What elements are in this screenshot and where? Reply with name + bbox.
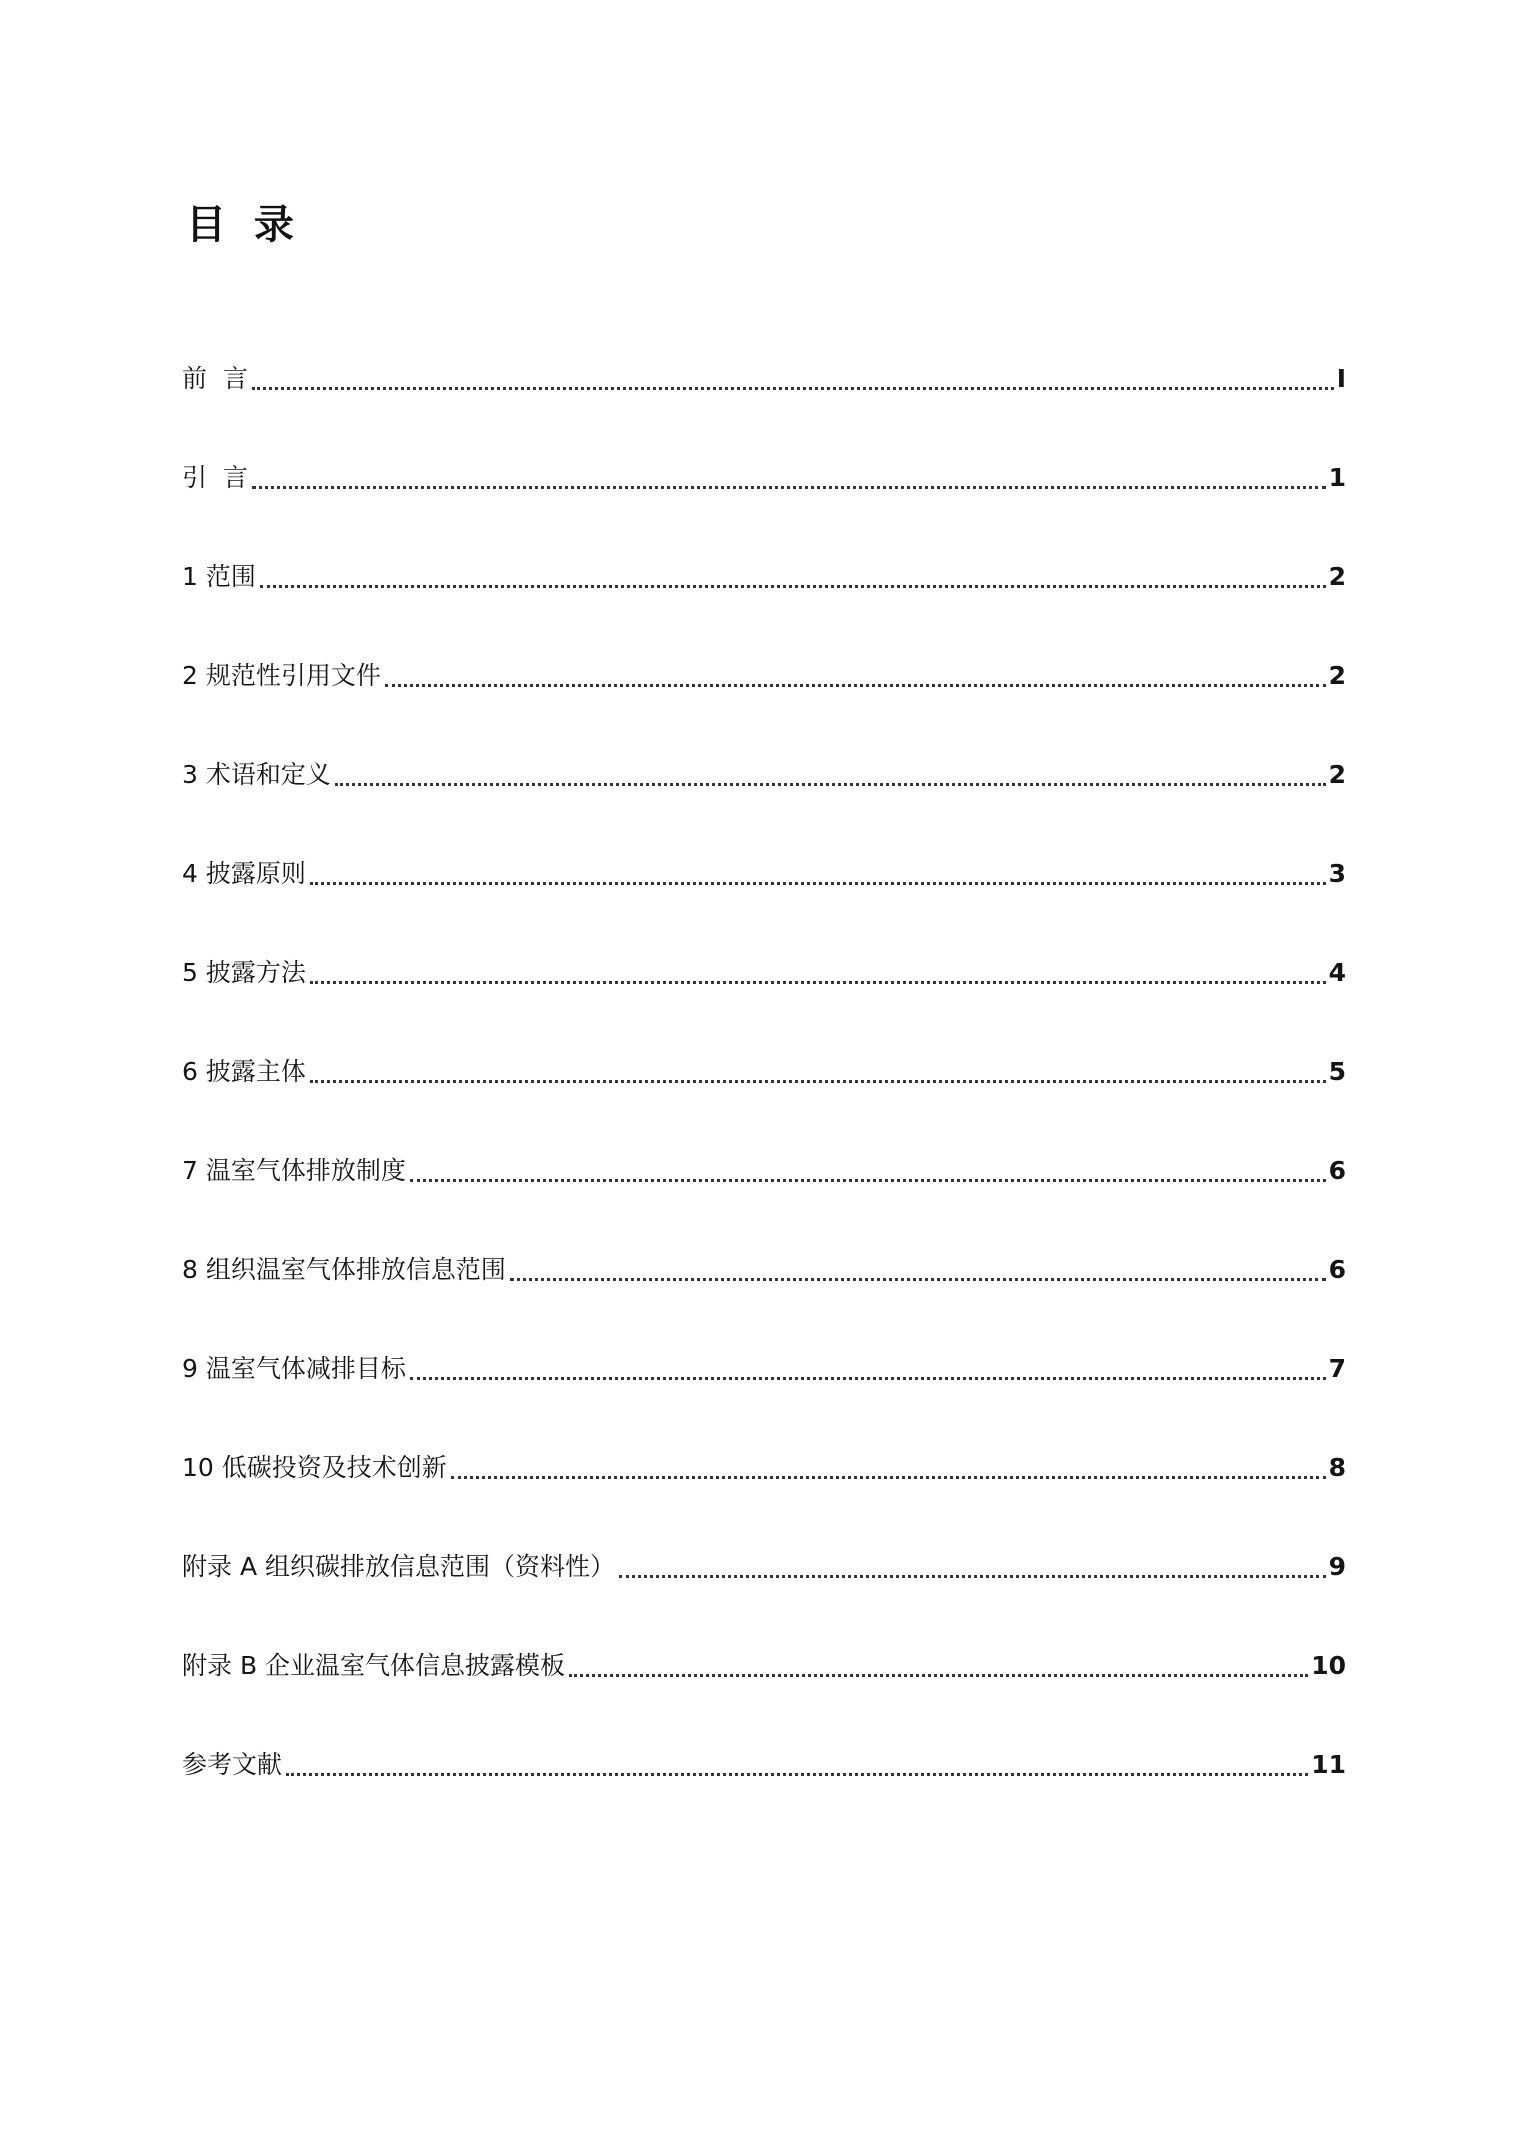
toc-entry-reduction-targets[interactable] — [182, 1290, 1346, 1389]
toc-entry-page: 2 — [1328, 661, 1346, 690]
dot-leader — [310, 882, 1326, 885]
toc-entry-label: 前 言 — [182, 364, 248, 393]
toc-entry-label: 参考文献 — [182, 1750, 283, 1779]
dot-leader — [619, 1575, 1326, 1578]
toc-entry-low-carbon-investment[interactable] — [182, 1389, 1346, 1488]
dot-leader — [260, 585, 1326, 588]
toc-entry-page: 4 — [1328, 958, 1346, 987]
toc-entry-page: 10 — [1311, 1651, 1346, 1680]
toc-entry-terms-definitions[interactable] — [182, 696, 1346, 795]
toc-entry-page: 6 — [1328, 1255, 1346, 1284]
toc-entry-label: 8 组织温室气体排放信息范围 — [182, 1255, 506, 1284]
toc-entry-appendix-b[interactable] — [182, 1587, 1346, 1686]
toc-entry-label: 1 范围 — [182, 562, 256, 591]
toc-entry-label: 引 言 — [182, 463, 248, 492]
toc-entry-page: 7 — [1328, 1354, 1346, 1383]
toc-entry-label: 附录 A 组织碳排放信息范围（资料性） — [182, 1552, 615, 1581]
toc-entry-preface[interactable] — [182, 300, 1346, 399]
toc-entry-label: 7 温室气体排放制度 — [182, 1156, 406, 1185]
dot-leader — [252, 387, 1334, 390]
toc-entry-normative-references[interactable] — [182, 597, 1346, 696]
dot-leader — [310, 1080, 1326, 1083]
toc-entry-page: 6 — [1328, 1156, 1346, 1185]
toc-entry-disclosure-principles[interactable] — [182, 795, 1346, 894]
toc-entry-page: 1 — [1328, 463, 1346, 492]
toc-entry-label: 10 低碳投资及技术创新 — [182, 1453, 447, 1482]
toc-entry-disclosure-subject[interactable] — [182, 993, 1346, 1092]
toc-entry-appendix-a[interactable] — [182, 1488, 1346, 1587]
dot-leader — [335, 783, 1326, 786]
dot-leader — [569, 1674, 1308, 1677]
toc-title: 目 录 — [186, 202, 294, 248]
toc-entry-bibliography[interactable] — [182, 1686, 1346, 1785]
dot-leader — [410, 1179, 1326, 1182]
toc-entry-page: 8 — [1328, 1453, 1346, 1482]
toc-entry-page: 11 — [1311, 1750, 1346, 1779]
toc-entry-page: 9 — [1328, 1552, 1346, 1581]
dot-leader — [510, 1278, 1326, 1281]
toc-entry-label: 6 披露主体 — [182, 1057, 306, 1086]
dot-leader — [410, 1377, 1326, 1380]
toc-entry-ghg-info-scope[interactable] — [182, 1191, 1346, 1290]
dot-leader — [451, 1476, 1326, 1479]
toc-entry-label: 附录 B 企业温室气体信息披露模板 — [182, 1651, 566, 1680]
toc-entry-label: 2 规范性引用文件 — [182, 661, 381, 690]
toc-entry-label: 9 温室气体减排目标 — [182, 1354, 406, 1383]
toc-entry-label: 3 术语和定义 — [182, 760, 331, 789]
toc-entry-label: 5 披露方法 — [182, 958, 306, 987]
dot-leader — [385, 684, 1326, 687]
toc-entry-page: 2 — [1328, 562, 1346, 591]
dot-leader — [252, 486, 1326, 489]
toc-entry-scope[interactable] — [182, 498, 1346, 597]
table-of-contents — [182, 300, 1346, 1785]
dot-leader — [286, 1773, 1308, 1776]
toc-entry-disclosure-methods[interactable] — [182, 894, 1346, 993]
toc-entry-page: I — [1336, 364, 1346, 393]
toc-entry-page: 3 — [1328, 859, 1346, 888]
toc-entry-label: 4 披露原则 — [182, 859, 306, 888]
dot-leader — [310, 981, 1326, 984]
toc-entry-page: 5 — [1328, 1057, 1346, 1086]
toc-entry-introduction[interactable] — [182, 399, 1346, 498]
toc-entry-page: 2 — [1328, 760, 1346, 789]
toc-entry-ghg-emission-system[interactable] — [182, 1092, 1346, 1191]
